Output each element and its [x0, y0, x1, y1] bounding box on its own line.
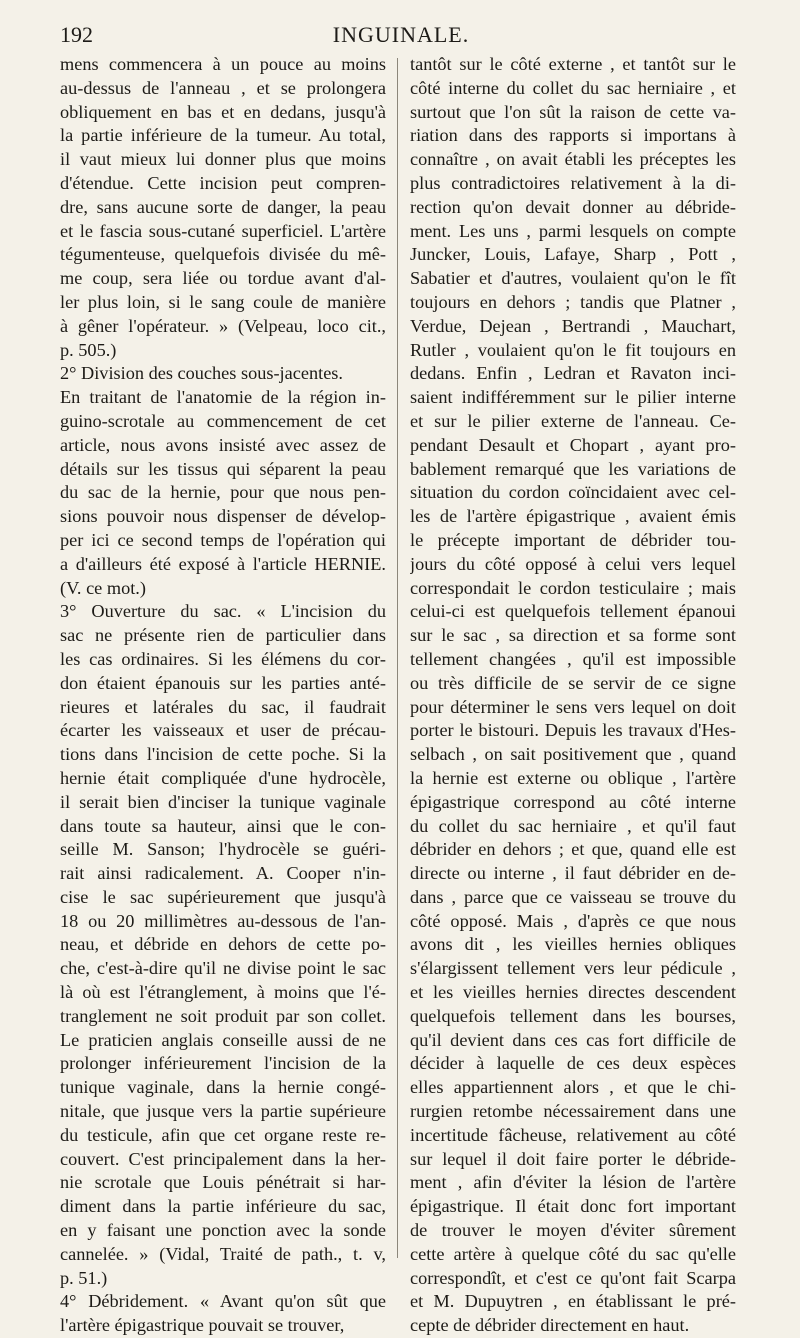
text-line: le précepte important de débrider tou-: [410, 529, 736, 550]
text-line: correspondait le cordon testiculaire ; mais: [410, 577, 736, 598]
text-line: il vaut mieux lui donner plus que moins: [60, 149, 386, 170]
text-line: p. 51.): [60, 1267, 108, 1288]
text-line: sur le sac , sa direction et sa forme sont: [410, 625, 736, 646]
text-line: article, nous avons insisté avec assez de: [60, 434, 386, 455]
text-line: rurgien retombe nécessairement dans une: [410, 1101, 736, 1122]
text-line: plus contradictoires relativement à la di-: [410, 172, 736, 193]
text-line: saient indifféremment sur le pilier interne: [410, 387, 736, 408]
text-line: là où est l'étranglement, à moins que l'é-: [60, 982, 386, 1003]
text-line: d'étendue. Cette incision peut compren-: [60, 172, 386, 193]
text-line: Rutler , voulaient qu'on le fit toujours en: [410, 339, 736, 360]
text-line: diment dans la partie inférieure du sac,: [60, 1196, 386, 1217]
text-line: hernie était compliquée d'une hydrocèle,: [60, 767, 386, 788]
text-line: sions pouvoir nous dispenser de dévelop-: [60, 506, 386, 527]
text-line: tellement changées , qu'il est impossible: [410, 648, 736, 669]
text-line: et les vieilles hernies directes descendent: [410, 982, 736, 1003]
text-line: ment. Les uns , parmi lesquels on compte: [410, 220, 736, 241]
text-line: dans , parce que ce vaisseau se trouve du: [410, 886, 736, 907]
column-divider: [397, 58, 398, 1258]
text-line: la hernie est externe ou oblique , l'artère: [410, 767, 736, 788]
text-line: en y faisant une ponction avec la sonde: [60, 1220, 386, 1241]
text-line: guino-scrotale au commencement de cet: [60, 410, 386, 431]
text-line: côté interne du collet du sac herniaire , et: [410, 77, 736, 98]
text-line: p. 505.): [60, 339, 117, 360]
text-line: qu'il devient dans ces cas fort difficile de: [410, 1029, 736, 1050]
text-line: et sur le pilier externe de l'anneau. Ce-: [410, 410, 736, 431]
text-line: che, c'est-à-dire qu'il ne divise point le sac: [60, 958, 386, 979]
text-line: tunique vaginale, dans la hernie congé-: [60, 1077, 386, 1098]
text-line: dans toute sa hauteur, ainsi que le con-: [60, 815, 386, 836]
text-line: couvert. C'est principalement dans la her-: [60, 1148, 386, 1169]
page-header: [60, 22, 742, 50]
text-line: me coup, sera liée ou tordue avant d'al-: [60, 268, 386, 289]
text-line: Le praticien anglais conseille aussi de ne: [60, 1029, 386, 1050]
text-line: situation du cordon coïncidaient avec cel-: [410, 482, 736, 503]
text-line: pour déterminer le sens vers lequel on doit: [410, 696, 736, 717]
running-title: INGUINALE.: [332, 22, 470, 47]
text-line: et M. Dupuytren , en établissant le pré-: [410, 1291, 736, 1312]
text-line: ler plus loin, si le sang coule de manière: [60, 291, 386, 312]
text-line: elles appartiennent alors , et que le chi-: [410, 1077, 736, 1098]
text-line: 4° Débridement. « Avant qu'on sût que: [60, 1291, 386, 1312]
text-line: cise le sac supérieurement que jusqu'à: [60, 886, 386, 907]
text-line: les cas ordinaires. Si les élémens du cor-: [60, 648, 386, 669]
text-line: et le fascia sous-cutané superficiel. L'artère: [60, 220, 386, 241]
text-line: tions dans l'incision de cette poche. Si la: [60, 744, 386, 765]
text-line: à gêner l'opérateur. » (Velpeau, loco cit.,: [60, 315, 386, 336]
text-line: avons dit , les vieilles hernies obliques: [410, 934, 736, 955]
text-line: côté opposé. Mais , d'après ce que nous: [410, 910, 736, 931]
text-line: l'artère épigastrique pouvait se trouver,: [60, 1315, 345, 1336]
text-line: de trouver le moyen d'éviter sûrement: [410, 1220, 736, 1241]
text-line: épigastrique correspond au côté interne: [410, 791, 736, 812]
text-line: sur lequel il doit faire porter le débride-: [410, 1148, 736, 1169]
text-line: En traitant de l'anatomie de la région in-: [60, 387, 386, 408]
text-line: a d'ailleurs été exposé à l'article HERNIE.: [60, 553, 386, 574]
text-line: 3° Ouverture du sac. « L'incision du: [60, 601, 386, 622]
right-text-column: [410, 53, 736, 1338]
text-line: 2° Division des couches sous-jacentes.: [60, 363, 343, 384]
text-line: 18 ou 20 millimètres au-dessous de l'an-: [60, 910, 386, 931]
text-line: Verdue, Dejean , Bertrandi , Mauchart,: [410, 315, 736, 336]
text-line: prolonger inférieurement l'incision de la: [60, 1053, 386, 1074]
text-line: il serait bien d'inciser la tunique vaginale: [60, 791, 386, 812]
text-line: quelquefois tellement dans les bourses,: [410, 1005, 736, 1026]
text-line: tranglement ne soit produit par son collet.: [60, 1005, 386, 1026]
text-line: toujours en dehors ; tandis que Platner ,: [410, 291, 736, 312]
text-line: incertitude fâcheuse, relativement au côté: [410, 1124, 736, 1145]
text-line: obliquement en bas et en dedans, jusqu'à: [60, 101, 386, 122]
page-number: 192: [60, 22, 93, 47]
text-line: détails sur les tissus qui séparent la peau: [60, 458, 386, 479]
text-line: s'élargissent tellement vers leur pédicule ,: [410, 958, 736, 979]
text-line: correspondît, et c'est ce qu'ont fait Scarpa: [410, 1267, 736, 1288]
text-line: cannelée. » (Vidal, Traité de path., t. v,: [60, 1243, 386, 1264]
text-line: au-dessus de l'anneau , et se prolongera: [60, 77, 386, 98]
text-line: du sac de la hernie, pour que nous pen-: [60, 482, 386, 503]
text-line: pendant Desault et Chopart , ayant pro-: [410, 434, 736, 455]
text-line: neau, et débride en dehors de cette po-: [60, 934, 386, 955]
text-line: du testicule, afin que cet organe reste re-: [60, 1124, 386, 1145]
text-line: épigastrique. Il était donc fort important: [410, 1196, 736, 1217]
text-line: écarter les vaisseaux et user de précau-: [60, 720, 386, 741]
text-line: porter le bistouri. Depuis les travaux d'Hes-: [410, 720, 736, 741]
text-line: surtout que l'on sût la raison de cette va-: [410, 101, 736, 122]
text-line: tégumenteuse, quelquefois divisée du mê-: [60, 244, 386, 265]
text-line: tantôt sur le côté externe , et tantôt sur le: [410, 54, 736, 74]
text-line: Sabatier et d'autres, voulaient qu'on le fît: [410, 268, 736, 289]
text-line: cette artère à quelque côté du sac qu'elle: [410, 1243, 736, 1264]
text-line: débrider en dehors ; et que, quand elle est: [410, 839, 736, 860]
text-line: nie scrotale que Louis pénétrait si har-: [60, 1172, 386, 1193]
text-line: seille M. Sanson; l'hydrocèle se guéri-: [60, 839, 386, 860]
text-line: rection qu'on devait donner au débride-: [410, 196, 736, 217]
text-line: riation dans des rapports si importans à: [410, 125, 736, 146]
text-line: jours du côté opposé à celui vers lequel: [410, 553, 736, 574]
text-line: ou très difficile de se servir de ce signe: [410, 672, 736, 693]
text-line: dedans. Enfin , Ledran et Ravaton inci-: [410, 363, 736, 384]
text-line: la partie inférieure de la tumeur. Au total,: [60, 125, 386, 146]
text-line: don étaient épanouis sur les parties anté-: [60, 672, 386, 693]
text-line: rieures et latérales du sac, il faudrait: [60, 696, 386, 717]
text-line: Juncker, Louis, Lafaye, Sharp , Pott ,: [410, 244, 736, 265]
text-line: celui-ci est quelquefois tellement épanoui: [410, 601, 736, 622]
left-text-column: [60, 53, 386, 1338]
text-line: du collet du sac herniaire , et qu'il faut: [410, 815, 736, 836]
text-line: per ici ce second temps de l'opération qui: [60, 529, 386, 550]
text-line: sac ne présente rien de particulier dans: [60, 625, 386, 646]
text-line: selbach , on sait positivement que , quand: [410, 744, 736, 765]
text-line: ment , afin d'éviter la lésion de l'artère: [410, 1172, 736, 1193]
text-line: cepte de débrider directement en haut.: [410, 1315, 690, 1336]
text-line: mens commencera à un pouce au moins: [60, 54, 386, 74]
text-line: directe ou interne , il faut débrider en de-: [410, 863, 736, 884]
text-line: décider à laquelle de ces deux espèces: [410, 1053, 736, 1074]
text-line: les de l'artère épigastrique , avaient émis: [410, 506, 736, 527]
text-line: dre, sans aucune sorte de danger, la peau: [60, 196, 386, 217]
text-line: connaître , on avait établi les préceptes les: [410, 149, 736, 170]
text-line: nitale, que jusque vers la partie supérieure: [60, 1101, 386, 1122]
text-line: (V. ce mot.): [60, 577, 146, 598]
text-line: rait ainsi radicalement. A. Cooper n'in-: [60, 863, 386, 884]
text-line: bablement remarqué que les variations de: [410, 458, 736, 479]
